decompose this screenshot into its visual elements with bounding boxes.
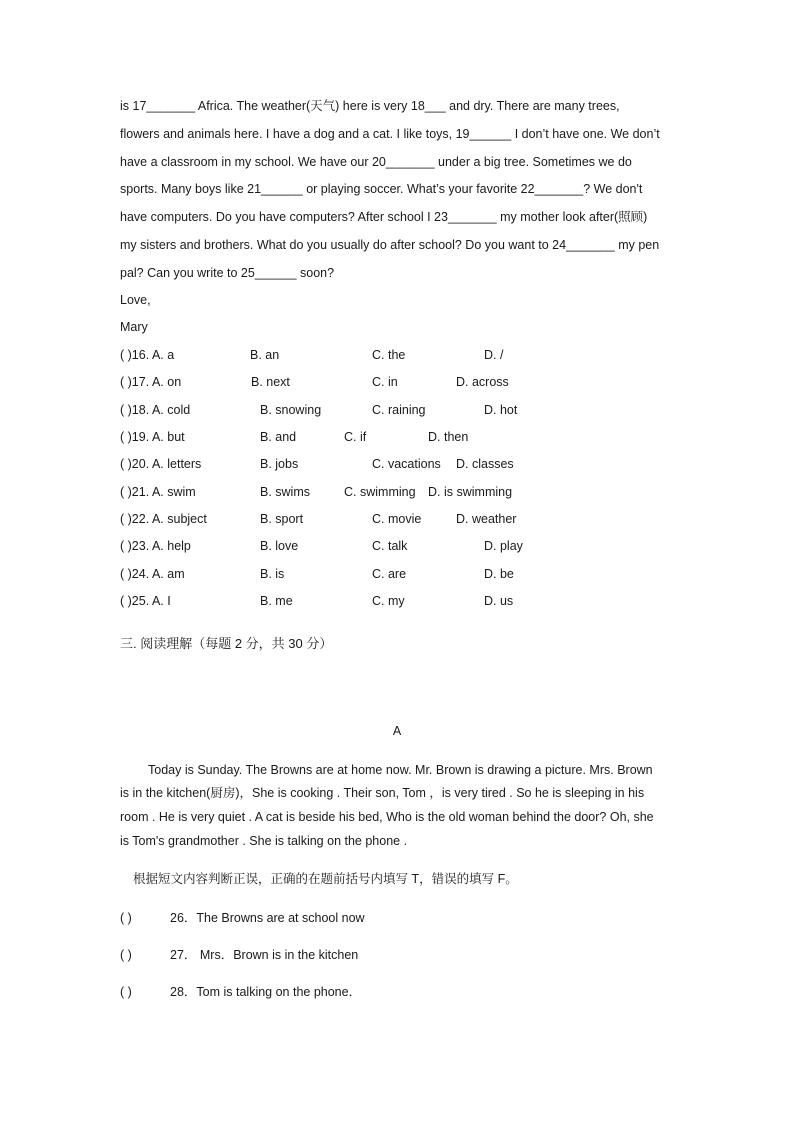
question-text: 27． Mrs．Brown is in the kitchen (170, 948, 359, 962)
option-c: C. in (372, 375, 398, 389)
question-number: ( )22. A. subject (120, 512, 207, 526)
option-d: D. classes (456, 457, 514, 471)
option-b: B. sport (260, 512, 304, 526)
option-d: D. be (484, 567, 514, 581)
option-c: C. vacations (372, 457, 441, 471)
answer-bracket[interactable]: ( ) (120, 985, 132, 999)
option-row (120, 429, 680, 445)
cloze-line: my sisters and brothers. What do you usually do after school? Do you want to 24_______ my pen (120, 238, 660, 252)
option-d: D. / (484, 348, 504, 362)
option-b: B. next (251, 375, 290, 389)
answer-bracket[interactable]: ( ) (120, 911, 132, 925)
question-number: ( )18. A. cold (120, 403, 191, 417)
option-d: D. weather (456, 512, 517, 526)
option-row (120, 456, 680, 472)
tf-question (120, 982, 361, 1000)
cloze-line: is 17_______ Africa. The weather(天气) here is very 18___ and dry. There are many trees, (120, 99, 620, 113)
option-c: C. raining (372, 403, 426, 417)
option-b: B. jobs (260, 457, 299, 471)
question-number: ( )21. A. swim (120, 485, 196, 499)
cloze-line: have a classroom in my school. We have our 20_______ under a big tree. Sometimes we do (120, 155, 632, 169)
question-number: ( )20. A. letters (120, 457, 202, 471)
option-row (120, 511, 680, 527)
question-number: ( )23. A. help (120, 539, 191, 553)
option-row (120, 484, 680, 500)
option-b: B. snowing (260, 403, 322, 417)
cloze-line: pal? Can you write to 25______ soon? (120, 266, 335, 280)
option-d: D. then (428, 430, 469, 444)
option-c: C. movie (372, 512, 422, 526)
letter-closing: Love, (120, 293, 151, 307)
option-b: B. swims (260, 485, 310, 499)
passage-line: is in the kitchen(厨房)，She is cooking . Their son, Tom ，is very tired . So he is sleeping in his (120, 786, 645, 800)
passage-line: Today is Sunday. The Browns are at home now. Mr. Brown is drawing a picture. Mrs. Brown (148, 763, 653, 777)
letter-signature: Mary (120, 320, 148, 334)
passage-line: room . He is very quiet . A cat is beside his bed, Who is the old woman behind the door? Oh, she (120, 810, 654, 824)
question-text: 28．Tom is talking on the phone． (170, 985, 362, 999)
cloze-line: sports. Many boys like 21______ or playing soccer. What’s your favorite 22_______? We don't (120, 182, 643, 196)
option-row (120, 402, 680, 418)
option-b: B. love (260, 539, 299, 553)
option-d: D. hot (484, 403, 518, 417)
option-d: D. is swimming (428, 485, 513, 499)
question-number: ( )16. A. a (120, 348, 175, 362)
option-row (120, 538, 680, 554)
section-title: 三. 阅读理解（每题 2 分，共 30 分） (120, 636, 333, 651)
cloze-line: have computers. Do you have computers? After school I 23_______ my mother look after(照顾) (120, 210, 648, 224)
passage-label: A (392, 724, 402, 738)
option-row (120, 593, 680, 609)
answer-bracket[interactable]: ( ) (120, 948, 132, 962)
question-number: ( )19. A. but (120, 430, 185, 444)
option-row (120, 347, 680, 363)
option-c: C. swimming (344, 485, 416, 499)
option-d: D. across (456, 375, 509, 389)
cloze-line: flowers and animals here. I have a dog and a cat. I like toys, 19______ I don’t have one. We don’t (120, 127, 660, 141)
option-b: B. me (260, 594, 293, 608)
option-c: C. the (372, 348, 406, 362)
option-b: B. an (250, 348, 280, 362)
option-row (120, 566, 680, 582)
question-number: ( )24. A. am (120, 567, 185, 581)
option-c: C. are (372, 567, 407, 581)
option-c: C. my (372, 594, 405, 608)
tf-question (120, 945, 358, 963)
option-d: D. play (484, 539, 523, 553)
question-number: ( )25. A. I (120, 594, 171, 608)
question-number: ( )17. A. on (120, 375, 182, 389)
option-c: C. talk (372, 539, 408, 553)
option-d: D. us (484, 594, 514, 608)
question-text: 26．The Browns are at school now (170, 911, 365, 925)
tf-question (120, 908, 365, 926)
option-row (120, 374, 680, 390)
option-c: C. if (344, 430, 367, 444)
passage-line: is Tom's grandmother . She is talking on the phone . (120, 834, 408, 848)
option-b: B. is (260, 567, 285, 581)
option-b: B. and (260, 430, 297, 444)
tf-instruction: 根据短文内容判断正误，正确的在题前括号内填写 T，错误的填写 F。 (133, 872, 518, 886)
